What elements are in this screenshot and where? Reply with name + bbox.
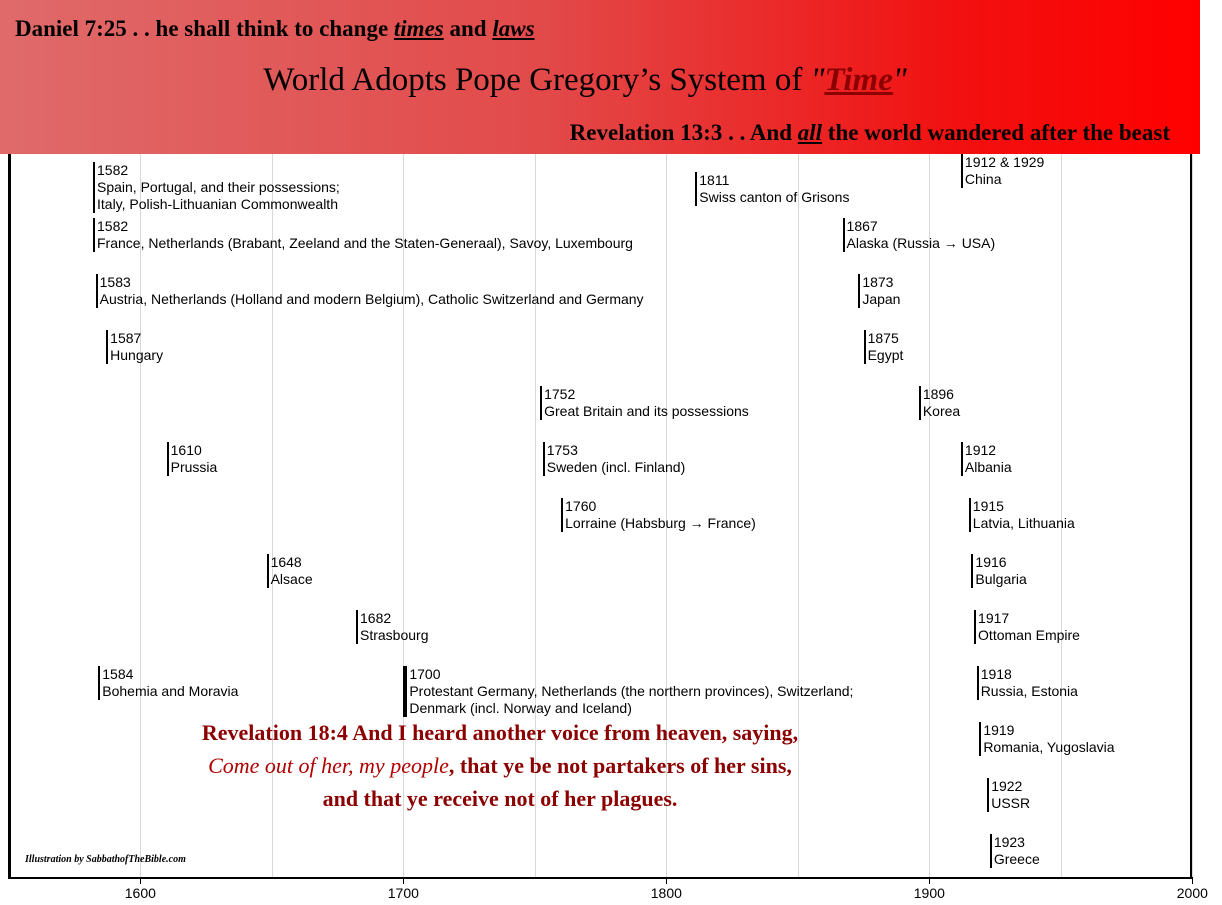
event-year: 1610: [170, 442, 202, 458]
daniel-verse-prefix: Daniel 7:25 . . he shall think to change: [15, 16, 394, 41]
x-tick-label: 2000: [1176, 885, 1208, 901]
event-year: 1648: [270, 554, 302, 570]
event-description: Alsace: [270, 571, 313, 587]
verse-line-3: and that ye receive not of her plagues.: [322, 786, 678, 811]
timeline-event: [695, 172, 849, 206]
event-year: 1587: [110, 330, 142, 346]
event-year: 1912: [964, 442, 997, 458]
event-year: 1919: [983, 722, 1015, 738]
event-year: 1916: [975, 554, 1007, 570]
title-prefix: World Adopts Pope Gregory’s System of: [263, 62, 811, 98]
event-description: Lorraine (Habsburg → France): [565, 515, 756, 531]
timeline-event: [974, 610, 1080, 644]
event-description: Great Britain and its possessions: [544, 403, 749, 419]
event-description: Greece: [993, 851, 1040, 867]
event-description: Latvia, Lithuania: [972, 515, 1075, 531]
x-tick: [1192, 878, 1193, 884]
timeline-event: [919, 386, 960, 420]
verse-line-2: [100, 749, 900, 782]
daniel-verse-and: and: [443, 16, 493, 41]
x-tick-label: 1600: [124, 885, 156, 901]
event-description: Prussia: [170, 459, 218, 475]
timeline-event: [543, 442, 686, 476]
event-year: 1700: [409, 666, 441, 682]
revelation-13-verse: [570, 120, 1170, 146]
event-description: Russia, Estonia: [980, 683, 1078, 699]
timeline-event: [403, 666, 853, 717]
daniel-verse-laws: laws: [492, 16, 535, 41]
event-year: 1582: [97, 218, 129, 234]
event-year: 1753: [546, 442, 578, 458]
x-tick: [140, 878, 141, 884]
timeline-event: [106, 330, 163, 364]
x-tick: [403, 878, 404, 884]
event-description: Ottoman Empire: [978, 627, 1080, 643]
timeline-event: [971, 554, 1026, 588]
page-title: [0, 62, 1170, 99]
x-tick-label: 1900: [913, 885, 945, 901]
timeline-event: [540, 386, 749, 420]
timeline-event: [858, 274, 900, 308]
event-description: Korea: [922, 403, 961, 419]
event-year: 1873: [862, 274, 894, 290]
daniel-verse-times: times: [393, 16, 444, 41]
event-year: 1912 & 1929: [964, 154, 1045, 170]
event-year: 1584: [102, 666, 134, 682]
revelation-13-suffix: the world wandered after the beast: [822, 120, 1170, 145]
verse-line-2-italic: Come out of her, my people: [208, 753, 449, 778]
event-year: 1760: [565, 498, 597, 514]
timeline-event: [843, 218, 996, 252]
timeline-event: [977, 666, 1078, 700]
event-description: Strasbourg: [360, 627, 429, 643]
revelation-18-verse: [100, 716, 900, 815]
event-year: 1682: [360, 610, 392, 626]
timeline-event: [167, 442, 218, 476]
event-year: 1582: [97, 162, 129, 178]
title-emphasis-group: [811, 62, 907, 98]
event-description: Egypt: [867, 347, 904, 363]
event-description: Romania, Yugoslavia: [983, 739, 1115, 755]
timeline-event: [961, 154, 1044, 188]
timeline-event: [93, 218, 633, 252]
event-description: Bohemia and Moravia: [102, 683, 239, 699]
event-description: Austria, Netherlands (Holland and modern Belgium), Catholic Switzerland and Germany: [99, 291, 644, 307]
illustration-credit: Illustration by SabbathofTheBible.com: [25, 854, 186, 865]
event-year: 1811: [699, 172, 730, 188]
event-year: 1922: [991, 778, 1023, 794]
gridline: [929, 154, 930, 878]
x-tick-label: 1800: [650, 885, 682, 901]
event-year: 1917: [978, 610, 1010, 626]
event-year: 1875: [867, 330, 899, 346]
event-description: Albania: [964, 459, 1012, 475]
event-description: China: [964, 171, 1002, 187]
timeline-event: [961, 442, 1012, 476]
timeline-event: [561, 498, 756, 532]
event-description: Bulgaria: [975, 571, 1027, 587]
timeline-event: [979, 722, 1114, 756]
title-emphasis: Time: [824, 62, 893, 98]
gridline: [1192, 154, 1193, 878]
daniel-verse: [15, 16, 535, 42]
title-close-quote: ": [892, 62, 907, 98]
event-description: France, Netherlands (Brabant, Zeeland and the Staten-Generaal), Savoy, Luxembourg: [97, 235, 633, 251]
header-banner: [0, 0, 1200, 154]
x-tick: [929, 878, 930, 884]
timeline-event: [969, 498, 1075, 532]
event-year: 1915: [972, 498, 1004, 514]
event-description: Alaska (Russia → USA): [846, 235, 996, 251]
timeline-event: [96, 274, 644, 308]
revelation-13-all: all: [797, 120, 823, 145]
verse-line-1: Revelation 18:4 And I heard another voice from heaven, saying,: [201, 720, 799, 745]
timeline-event: [93, 162, 340, 213]
event-year: 1896: [922, 386, 954, 402]
timeline-event: [864, 330, 904, 364]
revelation-13-prefix: Revelation 13:3 . . And: [569, 120, 798, 145]
timeline-event: [267, 554, 313, 588]
event-year: 1583: [99, 274, 131, 290]
event-description: Spain, Portugal, and their possessions;: [97, 179, 340, 195]
timeline-event: [987, 778, 1030, 812]
x-tick: [666, 878, 667, 884]
event-year: 1752: [544, 386, 576, 402]
timeline-event: [990, 834, 1040, 868]
timeline-event: [356, 610, 428, 644]
event-description: Sweden (incl. Finland): [546, 459, 686, 475]
title-open-quote: ": [810, 62, 825, 98]
x-tick-label: 1700: [387, 885, 419, 901]
event-description: Italy, Polish-Lithuanian Commonwealth: [97, 196, 338, 212]
verse-line-2-rest: , that ye be not partakers of her sins,: [448, 753, 792, 778]
event-description: Hungary: [110, 347, 164, 363]
event-year: 1867: [846, 218, 878, 234]
event-description: Japan: [862, 291, 901, 307]
event-description: Swiss canton of Grisons: [699, 189, 850, 205]
timeline-event: [98, 666, 238, 700]
event-description: Protestant Germany, Netherlands (the northern provinces), Switzerland;: [409, 683, 854, 699]
event-year: 1923: [993, 834, 1025, 850]
event-year: 1918: [980, 666, 1012, 682]
event-description: Denmark (incl. Norway and Iceland): [409, 700, 632, 716]
event-description: USSR: [991, 795, 1031, 811]
x-axis: [8, 877, 1193, 879]
